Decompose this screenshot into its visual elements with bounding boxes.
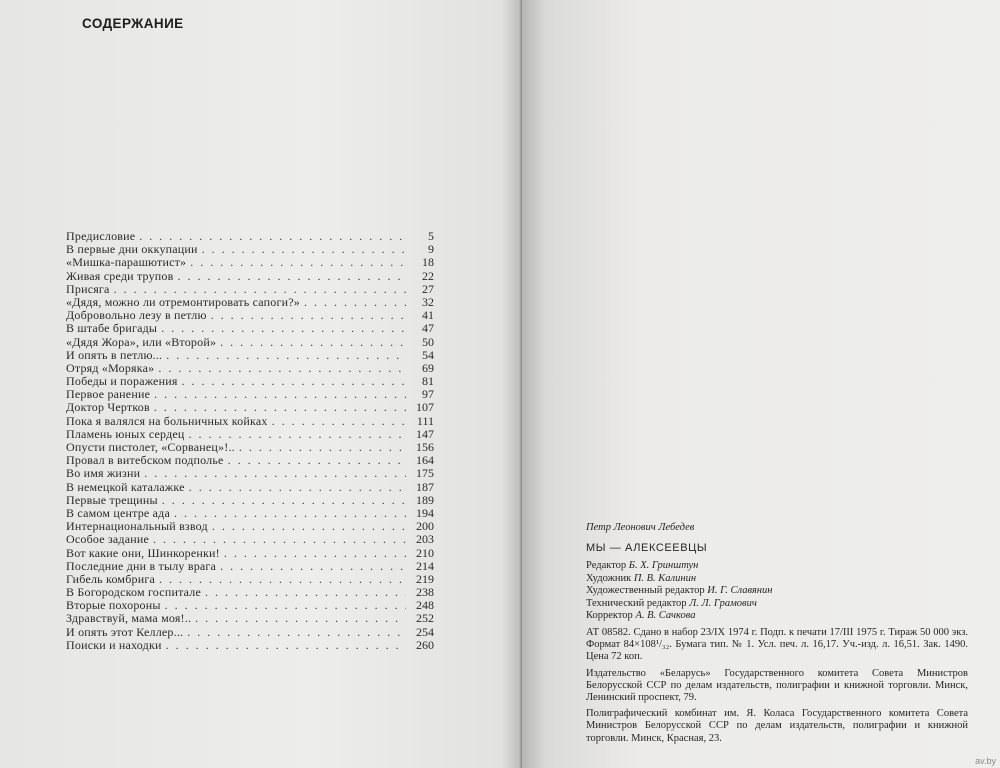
staff-role: Художник xyxy=(586,572,632,584)
toc-entry-title: В немецкой каталажке xyxy=(66,479,185,494)
staff-name: И. Г. Славянин xyxy=(707,585,773,597)
toc-entry-page: 18 xyxy=(422,255,434,270)
toc-entry xyxy=(66,256,434,269)
toc-dot-leader xyxy=(187,626,406,639)
staff-name: А. В. Сачкова xyxy=(635,610,696,622)
toc-dot-leader xyxy=(177,270,406,283)
toc-entry xyxy=(66,349,434,362)
toc-entry xyxy=(66,612,434,625)
printer-info: Полиграфический комбинат им. Я. Коласа Государственного комитета Совета Министров Белорусской ССР по делам издательств, полиграфии и книжной торговли. Минск, Красная, 23. xyxy=(586,708,968,744)
toc-entry-page: 194 xyxy=(416,505,434,520)
toc-entry xyxy=(66,467,434,480)
toc-entry xyxy=(66,322,434,335)
toc-dot-leader xyxy=(144,467,406,480)
toc-entry-title: «Дядя Жора», или «Второй» xyxy=(66,334,217,349)
toc-dot-leader xyxy=(190,256,406,269)
toc-entry xyxy=(66,560,434,573)
toc-entry-title: Вот какие они, Шинкоренки! xyxy=(66,545,220,560)
toc-entry-title: Пламень юных сердец xyxy=(66,426,185,441)
toc-entry-title: Победы и поражения xyxy=(66,374,178,389)
toc-entry-title: В самом центре ада xyxy=(66,505,171,520)
author-name: Петр Леонович Лебедев xyxy=(586,522,695,533)
toc-entry-page: 156 xyxy=(416,440,434,454)
toc-entry-page: 41 xyxy=(422,308,434,323)
toc-entry-page: 50 xyxy=(422,334,434,349)
toc-entry xyxy=(66,626,434,639)
toc-dot-leader xyxy=(220,336,406,349)
toc-entry-title: Добровольно лезу в петлю xyxy=(66,308,207,323)
toc-dot-leader xyxy=(114,283,406,296)
toc-entry-page: 187 xyxy=(416,479,434,494)
toc-dot-leader xyxy=(166,639,406,652)
toc-entry-title: Опусти пистолет, «Сорванец»!.. xyxy=(66,440,235,454)
toc-entry xyxy=(66,533,434,546)
toc-dot-leader xyxy=(154,388,406,401)
toc-dot-leader xyxy=(212,520,406,533)
toc-dot-leader xyxy=(228,454,406,467)
print-info: АТ 08582. Сдано в набор 23/IX 1974 г. Подп. к печати 17/III 1975 г. Тираж 50 000 экз. Формат 84×108¹/₃₂. Бумага тип. № 1. Усл. печ. л. 16,17. Уч.-изд. л. 16,51. Зак. 1490. Цена 72 коп. xyxy=(586,626,968,663)
staff-name: П. В. Калинин xyxy=(633,572,697,584)
toc-entry-page: 111 xyxy=(416,413,434,428)
toc-entry-title: Присяга xyxy=(66,281,110,296)
toc-dot-leader xyxy=(272,415,406,428)
toc-entry-title: Живая среди трупов xyxy=(66,268,174,283)
toc-entry-page: 107 xyxy=(416,400,434,415)
toc-entry-title: Отряд «Моряка» xyxy=(66,360,155,375)
toc-entry xyxy=(66,494,434,507)
toc-entry xyxy=(66,415,434,428)
toc-dot-leader xyxy=(153,533,406,546)
staff-role: Художественный редактор xyxy=(586,585,705,597)
toc-entry-page: 9 xyxy=(428,242,434,257)
staff-line xyxy=(586,560,968,573)
toc-dot-leader xyxy=(165,599,406,612)
staff-line xyxy=(586,598,968,611)
toc-dot-leader xyxy=(162,494,406,507)
toc-entry-title: «Мишка-парашютист» xyxy=(66,255,187,270)
toc-entry-page: 175 xyxy=(416,466,434,481)
toc-dot-leader xyxy=(166,349,406,362)
toc-dot-leader xyxy=(161,322,406,335)
toc-entry-title: Пока я валялся на больничных койках xyxy=(66,413,268,428)
staff-list xyxy=(586,560,968,623)
toc-entry-title: Вторые похороны xyxy=(66,598,161,613)
toc-dot-leader xyxy=(195,612,406,625)
toc-entry-page: 47 xyxy=(422,321,434,336)
staff-line xyxy=(586,573,968,586)
toc-entry xyxy=(66,336,434,349)
toc-entry xyxy=(66,283,434,296)
toc-entry-title: Во имя жизни xyxy=(66,466,141,481)
toc-entry xyxy=(66,481,434,494)
toc-entry-title: И опять в петлю... xyxy=(66,347,163,362)
toc-dot-leader xyxy=(211,309,406,322)
toc-entry-page: 22 xyxy=(422,268,434,283)
toc-entry xyxy=(66,270,434,283)
toc-entry-page: 69 xyxy=(422,360,434,375)
toc-entry-title: И опять этот Келлер... xyxy=(66,624,184,639)
toc-entry-title: Доктор Чертков xyxy=(66,400,150,415)
toc-entry-title: В первые дни оккупации xyxy=(66,242,198,257)
toc-entry-title: Гибель комбрига xyxy=(66,571,155,586)
toc-entry-page: 54 xyxy=(422,347,434,362)
staff-role: Редактор xyxy=(586,560,627,571)
watermark: av.by xyxy=(975,756,996,766)
toc-entry-page: 164 xyxy=(416,453,434,468)
toc-entry-title: Первое ранение xyxy=(66,387,151,402)
staff-role: Технический редактор xyxy=(586,597,687,609)
toc-entry-title: Предисловие xyxy=(66,229,136,243)
toc-entry-page: 254 xyxy=(416,624,434,639)
staff-line xyxy=(586,610,968,623)
toc-entry-page: 219 xyxy=(416,571,434,586)
toc-entry-page: 214 xyxy=(416,558,434,573)
toc-entry-title: «Дядя, можно ли отремонтировать сапоги?» xyxy=(66,294,300,309)
toc-entry-title: Первые трещины xyxy=(66,492,158,507)
staff-line xyxy=(586,585,968,598)
toc-entry-title: Интернациональный взвод xyxy=(66,519,208,534)
toc-dot-leader xyxy=(304,296,406,309)
toc-entry-title: Особое задание xyxy=(66,532,150,547)
toc-entry-page: 203 xyxy=(416,532,434,547)
toc-dot-leader xyxy=(239,441,406,454)
publisher-info: Издательство «Беларусь» Государственного комитета Совета Министров Белорусской ССР по делам издательств, полиграфии и книжной торговли. Минск, Ленинский проспект, 79. xyxy=(586,667,968,703)
toc-dot-leader xyxy=(205,586,406,599)
toc-entry-title: Провал в витебском подполье xyxy=(66,453,224,468)
toc-entry-page: 200 xyxy=(416,519,434,534)
toc-entry-page: 210 xyxy=(416,545,434,560)
toc-dot-leader xyxy=(174,507,406,520)
toc-entry xyxy=(66,547,434,560)
toc-entry-page: 5 xyxy=(428,229,434,243)
toc-dot-leader xyxy=(154,401,406,414)
toc-entry-title: В штабе бригады xyxy=(66,321,158,336)
toc-dot-leader xyxy=(182,375,406,388)
toc-dot-leader xyxy=(220,560,406,573)
toc-entry-page: 147 xyxy=(416,426,434,441)
toc-dot-leader xyxy=(224,547,406,560)
toc-entry-page: 248 xyxy=(416,598,434,613)
book-title: МЫ — АЛЕКСЕЕВЦЫ xyxy=(586,542,708,554)
staff-role: Корректор xyxy=(586,610,633,622)
toc-entry-page: 238 xyxy=(416,585,434,600)
toc-entry-title: Поиски и находки xyxy=(66,637,162,652)
staff-name: Б. Х. Гринштун xyxy=(628,560,699,571)
toc-entry-page: 27 xyxy=(422,281,434,296)
toc-entry-page: 97 xyxy=(422,387,434,402)
toc-entry-page: 32 xyxy=(422,294,434,309)
toc-entry xyxy=(66,401,434,414)
toc-entry xyxy=(66,639,434,652)
table-of-contents xyxy=(66,230,434,652)
toc-entry-page: 260 xyxy=(416,637,434,652)
staff-name: Л. Л. Грамович xyxy=(689,597,757,609)
toc-dot-leader xyxy=(189,481,406,494)
toc-entry-page: 81 xyxy=(422,374,434,389)
toc-dot-leader xyxy=(202,243,406,256)
toc-entry-title: Здравствуй, мама моя!.. xyxy=(66,611,192,626)
toc-entry-page: 189 xyxy=(416,492,434,507)
toc-entry-title: В Богородском госпитале xyxy=(66,585,202,600)
imprint-block xyxy=(586,522,968,745)
toc-entry-page: 252 xyxy=(416,611,434,626)
contents-heading: СОДЕРЖАНИЕ xyxy=(82,16,184,31)
toc-entry-title: Последние дни в тылу врага xyxy=(66,558,217,573)
toc-dot-leader xyxy=(158,362,406,375)
